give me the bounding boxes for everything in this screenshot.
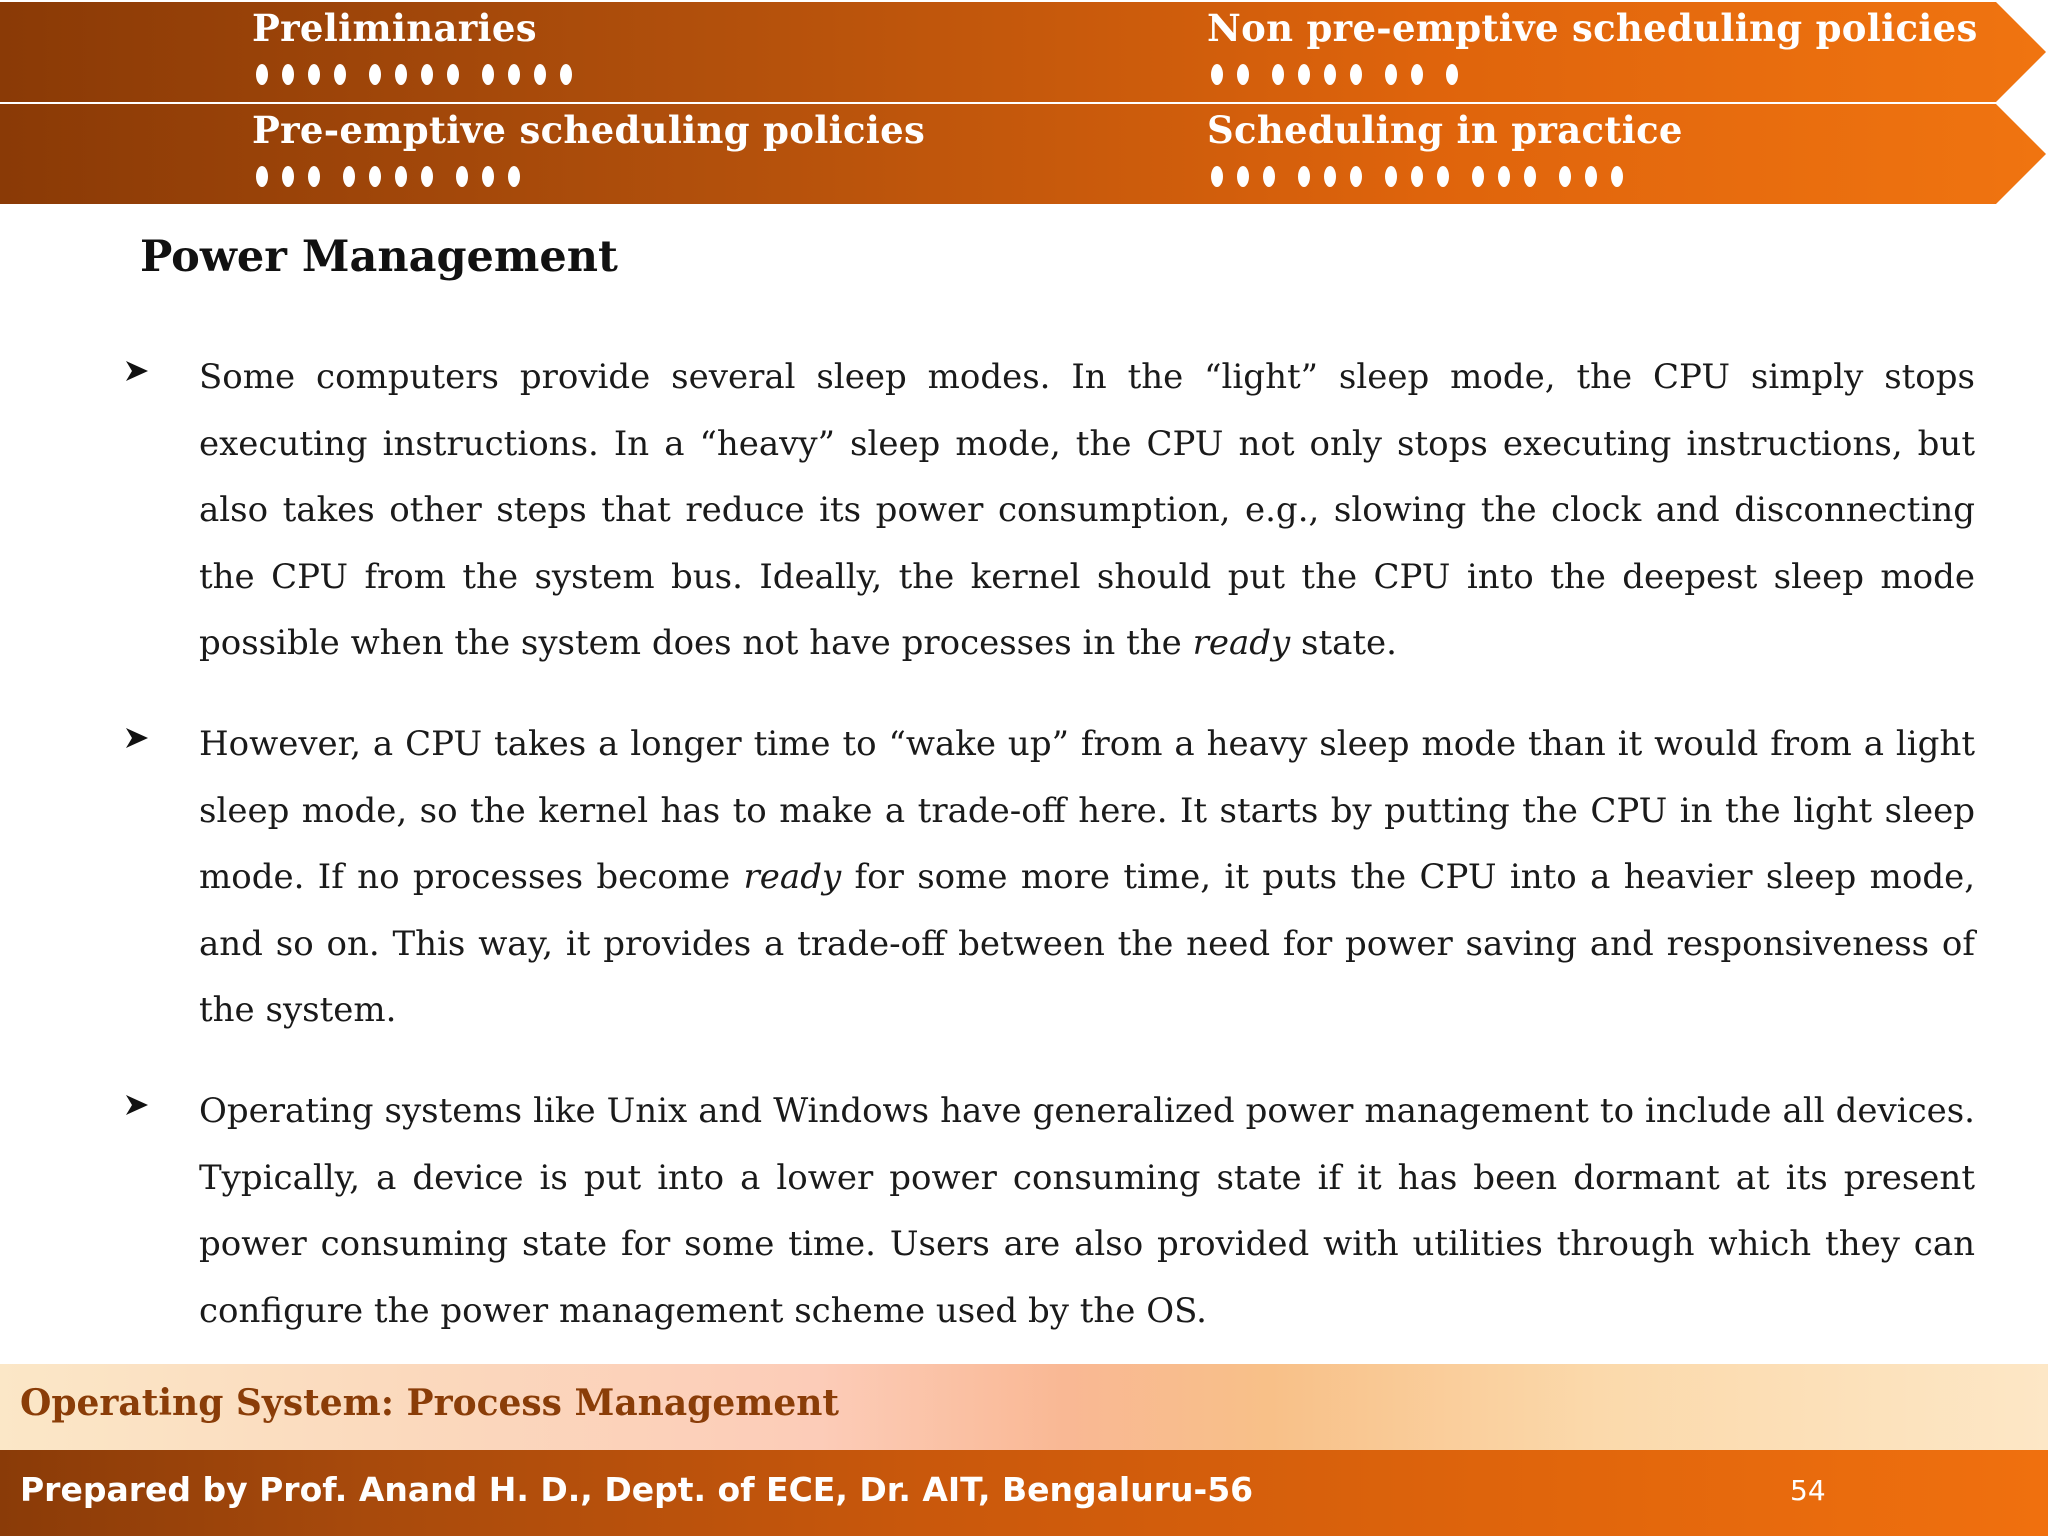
nav-progress-dot[interactable] — [1437, 166, 1449, 187]
nav-progress-dot[interactable] — [508, 166, 520, 187]
nav-progress-dot[interactable] — [282, 64, 294, 85]
nav-progress-dot[interactable] — [308, 64, 320, 85]
nav-progress-dot[interactable] — [1350, 166, 1362, 187]
nav-progress-dot[interactable] — [369, 166, 381, 187]
nav-progress-dot[interactable] — [1472, 166, 1484, 187]
nav-progress-dot[interactable] — [1263, 166, 1275, 187]
nav-progress-dot[interactable] — [508, 64, 520, 85]
nav-progress-dot[interactable] — [282, 166, 294, 187]
nav-section-title: Scheduling in practice — [1207, 108, 1683, 152]
bullet-item — [0, 1078, 2048, 1344]
nav-progress-dot[interactable] — [1211, 166, 1223, 187]
nav-progress-dot[interactable] — [1350, 64, 1362, 85]
nav-bar-row-1 — [0, 2, 2048, 102]
nav-progress-dot[interactable] — [456, 166, 468, 187]
nav-progress-dot[interactable] — [1524, 166, 1536, 187]
bullet-text: However, a CPU takes a longer time to “wake up” from a heavy sleep mode than it would from a light sleep mode, so the kernel has to make a trade-off here. It starts by putting the CPU in the light sleep mode. If no processes become ready for some more time, it puts the CPU into a heavier sleep mode, and so on. This way, it provides a trade-off between the need for power saving and responsiveness of the system. — [199, 723, 1976, 1031]
nav-progress-dot[interactable] — [1585, 166, 1597, 187]
nav-progress-dot[interactable] — [1446, 64, 1458, 85]
nav-section-preliminaries[interactable] — [252, 2, 952, 102]
nav-progress-dot[interactable] — [560, 64, 572, 85]
nav-bar-row-2 — [0, 104, 2048, 204]
arrow-bullet-icon — [124, 725, 150, 751]
nav-progress-dot[interactable] — [534, 64, 546, 85]
nav-progress-dot[interactable] — [308, 166, 320, 187]
nav-section-non-preemptive[interactable] — [1207, 2, 2007, 102]
nav-progress-dot[interactable] — [1385, 64, 1397, 85]
nav-progress-dot[interactable] — [1272, 64, 1284, 85]
italic-term: ready — [743, 857, 842, 898]
arrow-bullet-icon — [124, 358, 150, 384]
footer-subject: Operating System: Process Management — [20, 1382, 840, 1424]
slide-title: Power Management — [140, 232, 618, 282]
nav-progress-dot[interactable] — [334, 64, 346, 85]
bullet-item — [0, 344, 2048, 677]
nav-progress-dot[interactable] — [1211, 64, 1223, 85]
nav-progress-dot[interactable] — [482, 166, 494, 187]
nav-progress-dot[interactable] — [1559, 166, 1571, 187]
nav-progress-dot[interactable] — [421, 64, 433, 85]
nav-progress-dot[interactable] — [1385, 166, 1397, 187]
nav-progress-dot[interactable] — [482, 64, 494, 85]
bullet-text: Operating systems like Unix and Windows have generalized power management to include all devices. Typically, a device is put into a lower power consuming state if it has been dormant at its present power consuming state for some time. Users are also provided with utilities through which they can configure the power management scheme used by the OS. — [199, 1090, 1975, 1331]
nav-section-preemptive[interactable] — [252, 104, 952, 204]
arrow-bullet-icon — [124, 1092, 150, 1118]
nav-progress-dot[interactable] — [369, 64, 381, 85]
nav-progress-dot[interactable] — [1237, 64, 1249, 85]
nav-progress-dot[interactable] — [343, 166, 355, 187]
nav-progress-dot[interactable] — [1298, 64, 1310, 85]
nav-section-title: Preliminaries — [252, 6, 537, 50]
nav-progress-dot[interactable] — [395, 64, 407, 85]
nav-progress-dot[interactable] — [447, 64, 459, 85]
nav-progress-dot[interactable] — [421, 166, 433, 187]
nav-progress-dot[interactable] — [1411, 166, 1423, 187]
nav-progress-dot[interactable] — [1611, 166, 1623, 187]
nav-progress-dot[interactable] — [1411, 64, 1423, 85]
nav-progress-dot[interactable] — [395, 166, 407, 187]
nav-progress-dot[interactable] — [1324, 64, 1336, 85]
nav-progress-dot[interactable] — [1237, 166, 1249, 187]
italic-term: ready — [1192, 623, 1291, 664]
page-number: 54 — [1790, 1474, 1826, 1507]
bullet-text: Some computers provide several sleep modes. In the “light” sleep mode, the CPU simply stops executing instructions. In a “heavy” sleep mode, the CPU not only stops executing instructions, but also takes other steps that reduce its power consumption, e.g., slowing the clock and disconnecting the CPU from the system bus. Ideally, the kernel should put the CPU into the deepest sleep mode possible when the system does not have processes in the ready state. — [199, 357, 1975, 664]
nav-progress-dot[interactable] — [256, 64, 268, 85]
footer-credit-bar — [0, 1450, 2048, 1536]
bullet-list — [0, 310, 2048, 1378]
nav-section-scheduling-in-practice[interactable] — [1207, 104, 2007, 204]
footer-credit: Prepared by Prof. Anand H. D., Dept. of ECE, Dr. AIT, Bengaluru-56 — [20, 1470, 1254, 1509]
nav-progress-dot[interactable] — [1324, 166, 1336, 187]
nav-progress-dot[interactable] — [1498, 166, 1510, 187]
nav-progress-dot[interactable] — [1298, 166, 1310, 187]
nav-section-title: Pre-emptive scheduling policies — [252, 108, 926, 152]
footer-subject-band — [0, 1364, 2048, 1450]
nav-progress-dot[interactable] — [256, 166, 268, 187]
nav-section-title: Non pre-emptive scheduling policies — [1207, 6, 1978, 50]
bullet-item — [0, 711, 2048, 1044]
